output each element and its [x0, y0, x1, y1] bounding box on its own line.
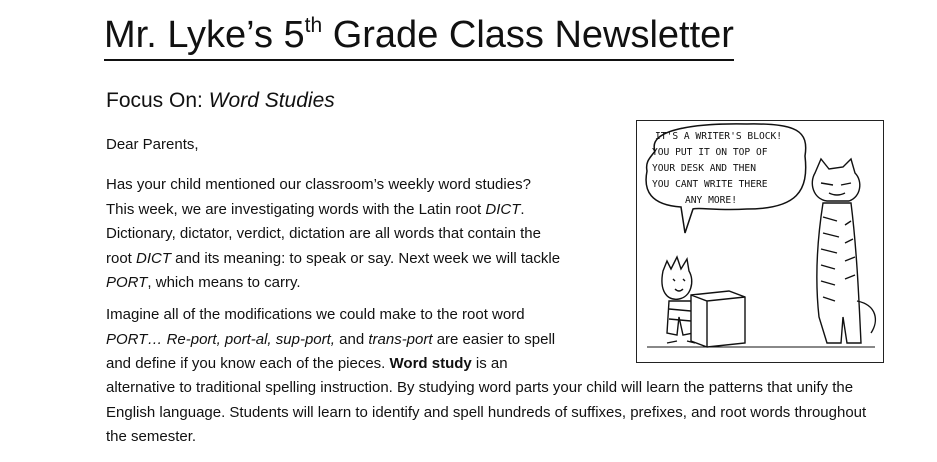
text-run: Word study — [389, 355, 472, 372]
text-run: Dictionary, dictator, verdict, dictation are all words that contain the — [106, 225, 541, 242]
speech-line: YOU CANT WRITE THERE — [652, 179, 768, 190]
text-run: and — [334, 330, 369, 348]
text-run: are easier to spell — [432, 330, 556, 348]
newsletter-title — [104, 12, 734, 61]
speech-line: YOUR DESK AND THEN — [652, 163, 756, 174]
speech-line: IT'S A WRITER'S BLOCK! — [655, 131, 783, 142]
comic-illustration — [637, 121, 882, 361]
title-text: Mr. Lyke’s 5 — [104, 14, 305, 56]
text-run: root — [106, 249, 137, 267]
text-run: and its meaning: to speak or say. Next week we will tackle — [171, 249, 561, 267]
focus-heading — [106, 87, 335, 115]
text-run: Has your child mentioned our classroom’s weekly word studies? — [106, 176, 531, 193]
focus-label: Focus On: — [106, 89, 209, 112]
text-run: Imagine all of the modifications we could make to the root word — [106, 306, 525, 323]
text-run: is an — [471, 355, 508, 372]
speech-line: ANY MORE! — [685, 195, 737, 206]
text-run: , which means to carry. — [147, 274, 301, 291]
text-run: . — [520, 200, 525, 218]
text-run: PORT… Re-port, port-al, sup-port, — [106, 330, 335, 348]
writers-block — [691, 291, 745, 347]
tiger-figure — [812, 159, 875, 343]
comic-strip-image — [636, 120, 884, 363]
greeting: Dear Parents, — [106, 136, 199, 153]
paragraph-dict — [106, 173, 621, 296]
paragraph-word-study: alternative to traditional spelling instruction. By studying word parts your child will learn the patterns that unify the English language. Students will learn to identify and spell hundreds of suffixes, prefixes, and root words throughout the semester. — [106, 379, 867, 445]
title-superscript: th — [304, 14, 323, 37]
text-run: and define if you know each of the pieces. — [106, 355, 390, 372]
text-run: DICT — [136, 249, 172, 267]
text-run: DICT — [485, 200, 521, 218]
text-run: trans-port — [368, 330, 433, 348]
title-text-end: Grade Class Newsletter — [322, 14, 734, 56]
focus-topic: Word Studies — [208, 89, 335, 112]
speech-line: YOU PUT IT ON TOP OF — [652, 147, 768, 158]
text-run: This week, we are investigating words with the Latin root — [106, 200, 486, 218]
boy-figure — [662, 257, 695, 343]
text-run: PORT — [106, 274, 148, 291]
paragraph-port — [106, 303, 621, 377]
